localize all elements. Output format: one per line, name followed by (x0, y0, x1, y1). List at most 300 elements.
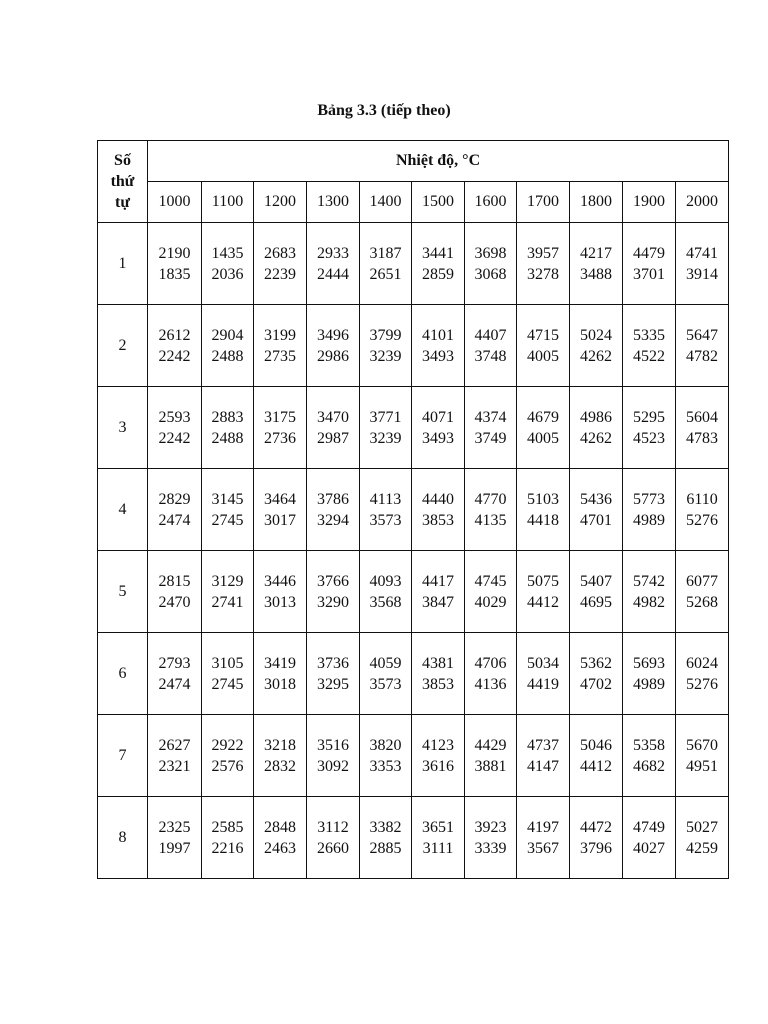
value-top: 6110 (686, 490, 718, 508)
value-cell (254, 305, 307, 387)
value-cell (465, 797, 517, 879)
value-top: 5103 (527, 490, 559, 508)
value-bottom: 3573 (369, 675, 402, 693)
value-cell (148, 797, 202, 879)
value-top: 4417 (422, 572, 454, 590)
value-bottom: 3616 (422, 757, 454, 775)
temperature-header-cell: 1300 (307, 182, 360, 223)
value-bottom: 2735 (264, 347, 296, 365)
value-top: 3766 (317, 572, 349, 590)
value-top: 5693 (633, 654, 665, 672)
value-cell (676, 551, 729, 633)
value-top: 4749 (633, 818, 665, 836)
value-cell (148, 305, 202, 387)
value-top: 2933 (317, 244, 349, 262)
value-top: 2627 (158, 736, 191, 754)
table-row (98, 305, 729, 387)
value-cell (465, 223, 517, 305)
value-bottom: 4259 (686, 839, 719, 857)
value-bottom: 3294 (317, 511, 349, 529)
value-bottom: 4412 (527, 593, 559, 611)
value-cell (465, 387, 517, 469)
value-top: 5046 (580, 736, 612, 754)
value-cell (307, 633, 360, 715)
row-number-cell: 2 (98, 305, 148, 387)
value-top: 5647 (686, 326, 719, 344)
value-cell (465, 469, 517, 551)
value-cell (623, 797, 676, 879)
temperature-header-cell: 1900 (623, 182, 676, 223)
value-cell (360, 223, 412, 305)
value-cell (254, 223, 307, 305)
value-top: 3112 (317, 818, 349, 836)
value-top: 6077 (686, 572, 719, 590)
value-cell (570, 469, 623, 551)
value-top: 3698 (474, 244, 507, 262)
value-cell (202, 551, 254, 633)
value-top: 2585 (211, 818, 244, 836)
value-bottom: 2488 (211, 347, 244, 365)
value-cell (360, 797, 412, 879)
table-row (98, 551, 729, 633)
value-bottom: 2832 (264, 757, 296, 775)
row-number-cell: 5 (98, 551, 148, 633)
value-bottom: 4005 (527, 347, 559, 365)
value-bottom: 4262 (580, 347, 612, 365)
value-top: 3218 (264, 736, 296, 754)
value-bottom: 4412 (580, 757, 612, 775)
value-bottom: 3847 (422, 593, 454, 611)
value-bottom: 4701 (580, 511, 612, 529)
value-top: 5027 (686, 818, 719, 836)
value-bottom: 3068 (474, 265, 507, 283)
value-cell (412, 469, 465, 551)
value-top: 4986 (580, 408, 612, 426)
row-number-cell: 3 (98, 387, 148, 469)
value-bottom: 3290 (317, 593, 349, 611)
value-cell (517, 387, 570, 469)
table-row (98, 633, 729, 715)
value-top: 3199 (264, 326, 296, 344)
value-top: 3382 (369, 818, 402, 836)
value-bottom: 4135 (474, 511, 507, 529)
value-top: 5670 (686, 736, 719, 754)
value-top: 4113 (369, 490, 402, 508)
value-bottom: 4982 (633, 593, 665, 611)
value-top: 3105 (211, 654, 244, 672)
row-number-header (98, 141, 148, 223)
value-bottom: 4005 (527, 429, 559, 447)
value-cell (202, 797, 254, 879)
value-top: 5358 (633, 736, 665, 754)
value-cell (360, 305, 412, 387)
temperature-header-cell: 1500 (412, 182, 465, 223)
value-bottom: 5276 (686, 511, 719, 529)
value-cell (570, 633, 623, 715)
value-top: 3464 (264, 490, 296, 508)
value-top: 4745 (474, 572, 507, 590)
value-cell (570, 305, 623, 387)
table-row (98, 715, 729, 797)
value-bottom: 2036 (211, 265, 244, 283)
value-top: 2190 (158, 244, 191, 262)
value-top: 4429 (474, 736, 507, 754)
value-bottom: 3111 (422, 839, 454, 857)
value-top: 5436 (580, 490, 612, 508)
value-cell (465, 551, 517, 633)
temperature-header-cell: 2000 (676, 182, 729, 223)
value-cell (517, 633, 570, 715)
value-cell (517, 551, 570, 633)
value-cell (676, 715, 729, 797)
value-top: 3923 (474, 818, 507, 836)
value-top: 4737 (527, 736, 559, 754)
value-top: 4101 (422, 326, 454, 344)
value-top: 3145 (211, 490, 244, 508)
value-cell (570, 387, 623, 469)
value-cell (570, 551, 623, 633)
temperature-header-cell: 1000 (148, 182, 202, 223)
value-top: 4059 (369, 654, 402, 672)
value-top: 5407 (580, 572, 612, 590)
row-number-cell: 6 (98, 633, 148, 715)
value-cell (412, 387, 465, 469)
value-top: 5335 (633, 326, 665, 344)
value-cell (676, 633, 729, 715)
temperature-header-cell: 1400 (360, 182, 412, 223)
value-top: 2829 (158, 490, 191, 508)
value-bottom: 2463 (264, 839, 296, 857)
value-top: 2325 (158, 818, 191, 836)
value-cell (676, 305, 729, 387)
value-top: 4071 (422, 408, 454, 426)
value-cell (412, 715, 465, 797)
value-bottom: 2859 (422, 265, 454, 283)
value-top: 4440 (422, 490, 454, 508)
temperature-header-cell: 1800 (570, 182, 623, 223)
value-bottom: 2885 (369, 839, 402, 857)
value-bottom: 2987 (317, 429, 349, 447)
value-top: 2593 (158, 408, 191, 426)
value-cell (307, 305, 360, 387)
value-bottom: 3881 (474, 757, 507, 775)
value-cell (623, 223, 676, 305)
value-cell (148, 387, 202, 469)
value-bottom: 3013 (264, 593, 296, 611)
value-bottom: 4782 (686, 347, 719, 365)
value-top: 2612 (158, 326, 191, 344)
value-cell (307, 715, 360, 797)
value-top: 3496 (317, 326, 349, 344)
value-top: 3446 (264, 572, 296, 590)
row-number-header-word: thứ (110, 173, 135, 190)
value-top: 3470 (317, 408, 349, 426)
value-cell (412, 633, 465, 715)
value-top: 4741 (686, 244, 719, 262)
value-bottom: 4989 (633, 675, 665, 693)
row-number-header-word: Số (114, 152, 131, 169)
value-bottom: 3493 (422, 347, 454, 365)
value-bottom: 2474 (158, 511, 191, 529)
value-bottom: 3748 (474, 347, 507, 365)
value-bottom: 3353 (369, 757, 402, 775)
value-cell (623, 551, 676, 633)
value-bottom: 2745 (211, 511, 244, 529)
value-bottom: 2576 (211, 757, 244, 775)
value-cell (307, 469, 360, 551)
value-cell (570, 715, 623, 797)
value-top: 2922 (211, 736, 244, 754)
value-cell (517, 469, 570, 551)
value-bottom: 3914 (686, 265, 719, 283)
value-cell (360, 551, 412, 633)
value-top: 4479 (633, 244, 665, 262)
value-top: 3786 (317, 490, 349, 508)
value-bottom: 3796 (580, 839, 612, 857)
value-cell (517, 223, 570, 305)
value-top: 3516 (317, 736, 349, 754)
value-bottom: 3092 (317, 757, 349, 775)
temperature-header-cell: 1600 (465, 182, 517, 223)
value-cell (517, 305, 570, 387)
value-bottom: 3488 (580, 265, 612, 283)
value-bottom: 3017 (264, 511, 296, 529)
value-cell (623, 305, 676, 387)
row-number-cell: 1 (98, 223, 148, 305)
value-cell (254, 387, 307, 469)
value-cell (623, 387, 676, 469)
value-bottom: 4695 (580, 593, 612, 611)
row-number-cell: 8 (98, 797, 148, 879)
value-cell (202, 469, 254, 551)
value-bottom: 2321 (158, 757, 191, 775)
value-cell (148, 633, 202, 715)
value-cell (254, 715, 307, 797)
value-bottom: 2474 (158, 675, 191, 693)
value-bottom: 4951 (686, 757, 719, 775)
value-top: 4706 (474, 654, 507, 672)
value-cell (254, 633, 307, 715)
value-top: 3736 (317, 654, 349, 672)
value-top: 4093 (369, 572, 402, 590)
value-bottom: 4989 (633, 511, 665, 529)
value-top: 3419 (264, 654, 296, 672)
value-top: 4407 (474, 326, 507, 344)
value-top: 2883 (211, 408, 244, 426)
value-bottom: 2745 (211, 675, 244, 693)
value-bottom: 4522 (633, 347, 665, 365)
value-cell (570, 223, 623, 305)
value-cell (202, 715, 254, 797)
value-bottom: 4136 (474, 675, 507, 693)
value-bottom: 3278 (527, 265, 559, 283)
value-bottom: 3853 (422, 675, 454, 693)
value-top: 4381 (422, 654, 454, 672)
value-top: 2848 (264, 818, 296, 836)
value-cell (623, 715, 676, 797)
value-bottom: 3239 (369, 429, 402, 447)
value-cell (202, 223, 254, 305)
value-top: 5604 (686, 408, 719, 426)
value-cell (623, 633, 676, 715)
value-cell (412, 305, 465, 387)
value-top: 5034 (527, 654, 559, 672)
value-bottom: 2741 (211, 593, 244, 611)
table-row (98, 469, 729, 551)
value-bottom: 1835 (158, 265, 191, 283)
table-caption: Bảng 3.3 (tiếp theo) (317, 102, 451, 119)
value-bottom: 4147 (527, 757, 559, 775)
value-cell (360, 387, 412, 469)
value-bottom: 4029 (474, 593, 507, 611)
value-cell (307, 551, 360, 633)
value-cell (676, 387, 729, 469)
value-bottom: 2470 (158, 593, 191, 611)
temperature-header-cell: 1200 (254, 182, 307, 223)
value-cell (465, 715, 517, 797)
value-cell (360, 633, 412, 715)
value-top: 4472 (580, 818, 612, 836)
temperature-table (97, 140, 729, 879)
value-cell (254, 469, 307, 551)
value-bottom: 4027 (633, 839, 665, 857)
temperature-header-cell: 1100 (202, 182, 254, 223)
value-top: 3820 (369, 736, 402, 754)
value-cell (148, 551, 202, 633)
temperature-header-cell: 1700 (517, 182, 570, 223)
value-top: 5742 (633, 572, 665, 590)
value-top: 4679 (527, 408, 559, 426)
value-cell (254, 551, 307, 633)
value-bottom: 4262 (580, 429, 612, 447)
value-bottom: 4523 (633, 429, 665, 447)
value-bottom: 2488 (211, 429, 244, 447)
value-top: 4123 (422, 736, 454, 754)
row-number-header-word: tự (115, 194, 130, 211)
value-top: 3771 (369, 408, 402, 426)
value-bottom: 4682 (633, 757, 665, 775)
value-bottom: 2736 (264, 429, 296, 447)
value-top: 2793 (158, 654, 191, 672)
value-top: 2815 (158, 572, 191, 590)
value-bottom: 5268 (686, 593, 719, 611)
value-top: 4374 (474, 408, 507, 426)
value-bottom: 3701 (633, 265, 665, 283)
value-bottom: 5276 (686, 675, 719, 693)
value-bottom: 3573 (369, 511, 402, 529)
value-top: 2904 (211, 326, 244, 344)
table-body (98, 141, 729, 879)
value-bottom: 3239 (369, 347, 402, 365)
value-bottom: 3749 (474, 429, 507, 447)
value-cell (465, 305, 517, 387)
value-cell (517, 715, 570, 797)
value-bottom: 2242 (158, 347, 191, 365)
value-top: 2683 (264, 244, 296, 262)
value-cell (202, 387, 254, 469)
value-top: 3651 (422, 818, 454, 836)
row-number-cell: 4 (98, 469, 148, 551)
value-top: 4770 (474, 490, 507, 508)
value-top: 5024 (580, 326, 612, 344)
value-top: 3187 (369, 244, 402, 262)
value-cell (360, 715, 412, 797)
value-bottom: 2216 (211, 839, 244, 857)
value-top: 1435 (211, 244, 244, 262)
value-bottom: 3295 (317, 675, 349, 693)
value-cell (360, 469, 412, 551)
value-bottom: 3339 (474, 839, 507, 857)
value-top: 3799 (369, 326, 402, 344)
value-cell (254, 797, 307, 879)
value-bottom: 3018 (264, 675, 296, 693)
value-bottom: 3567 (527, 839, 559, 857)
value-bottom: 3853 (422, 511, 454, 529)
value-cell (307, 223, 360, 305)
value-cell (676, 797, 729, 879)
value-cell (623, 469, 676, 551)
value-top: 3441 (422, 244, 454, 262)
table-row (98, 797, 729, 879)
value-cell (148, 715, 202, 797)
value-cell (202, 633, 254, 715)
value-bottom: 2444 (317, 265, 349, 283)
value-top: 5362 (580, 654, 612, 672)
value-bottom: 4783 (686, 429, 719, 447)
value-top: 4217 (580, 244, 612, 262)
temperature-header-row (98, 182, 729, 223)
value-top: 5295 (633, 408, 665, 426)
value-bottom: 4419 (527, 675, 559, 693)
table-row (98, 387, 729, 469)
value-top: 4715 (527, 326, 559, 344)
value-cell (570, 797, 623, 879)
value-top: 4197 (527, 818, 559, 836)
value-cell (517, 797, 570, 879)
value-bottom: 2242 (158, 429, 191, 447)
value-cell (412, 551, 465, 633)
value-bottom: 2660 (317, 839, 349, 857)
value-cell (465, 633, 517, 715)
value-cell (412, 797, 465, 879)
value-bottom: 2651 (369, 265, 402, 283)
table-row (98, 223, 729, 305)
value-top: 5773 (633, 490, 665, 508)
value-cell (148, 223, 202, 305)
value-bottom: 3568 (369, 593, 402, 611)
value-top: 5075 (527, 572, 559, 590)
value-bottom: 4418 (527, 511, 559, 529)
value-cell (307, 797, 360, 879)
value-bottom: 1997 (158, 839, 191, 857)
value-bottom: 3493 (422, 429, 454, 447)
value-bottom: 4702 (580, 675, 612, 693)
value-cell (676, 469, 729, 551)
value-bottom: 2986 (317, 347, 349, 365)
value-top: 3129 (211, 572, 244, 590)
value-top: 3175 (264, 408, 296, 426)
row-number-cell: 7 (98, 715, 148, 797)
value-cell (202, 305, 254, 387)
header-row (98, 141, 729, 182)
value-bottom: 2239 (264, 265, 296, 283)
value-top: 3957 (527, 244, 559, 262)
value-cell (412, 223, 465, 305)
temperature-group-header: Nhiệt độ, °C (148, 141, 729, 182)
value-top: 6024 (686, 654, 719, 672)
value-cell (307, 387, 360, 469)
value-cell (676, 223, 729, 305)
